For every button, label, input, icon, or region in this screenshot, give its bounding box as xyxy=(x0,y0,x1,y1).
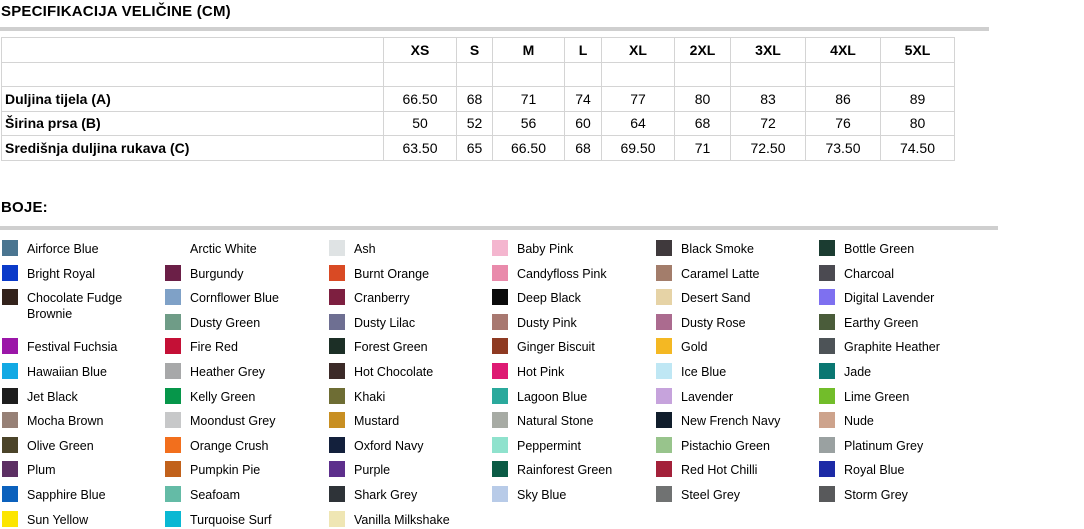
color-name: Dusty Pink xyxy=(517,316,577,330)
color-name: Graphite Heather xyxy=(844,340,940,354)
color-swatch xyxy=(2,412,18,428)
color-swatch xyxy=(165,289,181,305)
color-swatch xyxy=(329,289,345,305)
color-swatch xyxy=(656,388,672,404)
table-cell: 69.50 xyxy=(602,136,675,161)
color-swatch xyxy=(819,486,835,502)
color-swatch xyxy=(329,314,345,330)
color-swatch xyxy=(2,486,18,502)
color-swatch xyxy=(2,363,18,379)
color-swatch xyxy=(656,461,672,477)
size-header-m: M xyxy=(493,38,565,63)
color-swatch xyxy=(329,240,345,256)
table-cell: 72 xyxy=(731,111,806,136)
color-name: Digital Lavender xyxy=(844,291,935,305)
color-name: Lagoon Blue xyxy=(517,390,588,404)
table-cell: 63.50 xyxy=(384,136,457,161)
size-header-s: S xyxy=(457,38,493,63)
color-name: Jet Black xyxy=(27,390,78,404)
table-cell: 77 xyxy=(602,87,675,112)
color-swatch xyxy=(819,412,835,428)
color-name: Red Hot Chilli xyxy=(681,463,758,477)
size-header-2xl: 2XL xyxy=(675,38,731,63)
table-cell: 72.50 xyxy=(731,136,806,161)
color-name: Platinum Grey xyxy=(844,439,924,453)
size-header-5xl: 5XL xyxy=(881,38,955,63)
color-name: Caramel Latte xyxy=(681,267,760,281)
color-name: Airforce Blue xyxy=(27,242,99,256)
color-swatch xyxy=(819,314,835,330)
color-name: Mocha Brown xyxy=(27,414,104,428)
color-name: Pistachio Green xyxy=(681,439,770,453)
table-row xyxy=(2,87,955,112)
size-spec-divider xyxy=(0,27,989,31)
color-swatch xyxy=(819,289,835,305)
color-name: Moondust Grey xyxy=(190,414,276,428)
color-name: Steel Grey xyxy=(681,488,741,502)
color-name: Black Smoke xyxy=(681,242,754,256)
color-name: Hot Chocolate xyxy=(354,365,434,379)
color-name: Seafoam xyxy=(190,488,241,502)
color-swatch xyxy=(2,461,18,477)
table-cell xyxy=(881,62,955,87)
color-swatch xyxy=(492,461,508,477)
size-header-label xyxy=(2,38,384,63)
table-cell: 74.50 xyxy=(881,136,955,161)
color-swatch xyxy=(165,461,181,477)
color-swatch xyxy=(165,412,181,428)
color-name: Cornflower Blue xyxy=(190,291,279,305)
color-swatch xyxy=(656,338,672,354)
color-swatch xyxy=(2,265,18,281)
color-name: Hot Pink xyxy=(517,365,565,379)
color-swatch xyxy=(656,363,672,379)
color-swatch xyxy=(165,511,181,527)
color-swatch xyxy=(329,486,345,502)
color-name: Charcoal xyxy=(844,267,895,281)
color-name: Ginger Biscuit xyxy=(517,340,595,354)
color-swatch xyxy=(329,511,345,527)
color-swatch xyxy=(2,240,18,256)
color-name: Sun Yellow xyxy=(27,513,89,527)
color-name: Heather Grey xyxy=(190,365,266,379)
color-swatch xyxy=(165,486,181,502)
table-cell xyxy=(806,62,881,87)
color-swatch xyxy=(2,388,18,404)
color-swatch xyxy=(492,486,508,502)
color-name: Storm Grey xyxy=(844,488,908,502)
color-name: Earthy Green xyxy=(844,316,919,330)
color-swatch xyxy=(492,240,508,256)
table-cell: 76 xyxy=(806,111,881,136)
color-name: Desert Sand xyxy=(681,291,751,305)
color-swatch xyxy=(819,338,835,354)
color-swatch xyxy=(329,437,345,453)
color-swatch xyxy=(492,289,508,305)
color-name: Gold xyxy=(681,340,708,354)
colors-divider xyxy=(0,226,998,230)
color-name: Purple xyxy=(354,463,391,477)
color-swatch xyxy=(329,363,345,379)
color-name: Peppermint xyxy=(517,439,581,453)
size-header-xl: XL xyxy=(602,38,675,63)
row-label: Središnja duljina rukava (C) xyxy=(2,136,384,161)
color-swatch xyxy=(329,412,345,428)
table-cell: 68 xyxy=(675,111,731,136)
table-cell: 86 xyxy=(806,87,881,112)
table-cell: 60 xyxy=(565,111,602,136)
table-cell xyxy=(675,62,731,87)
color-name: Natural Stone xyxy=(517,414,594,428)
table-cell xyxy=(565,62,602,87)
table-cell: 71 xyxy=(675,136,731,161)
color-name: Kelly Green xyxy=(190,390,256,404)
color-swatch xyxy=(492,338,508,354)
color-name: Rainforest Green xyxy=(517,463,613,477)
color-swatch xyxy=(656,265,672,281)
table-cell: 52 xyxy=(457,111,493,136)
table-cell: 56 xyxy=(493,111,565,136)
color-swatch xyxy=(492,437,508,453)
color-name: Ash xyxy=(354,242,376,256)
table-cell: 80 xyxy=(881,111,955,136)
color-name: Pumpkin Pie xyxy=(190,463,261,477)
color-swatch xyxy=(656,486,672,502)
size-header-row xyxy=(2,38,955,63)
color-name: Forest Green xyxy=(354,340,428,354)
color-name: Lavender xyxy=(681,390,734,404)
color-name: Jade xyxy=(844,365,872,379)
color-name: Vanilla Milkshake xyxy=(354,513,450,527)
table-cell: 89 xyxy=(881,87,955,112)
color-name: Lime Green xyxy=(844,390,910,404)
row-label: Širina prsa (B) xyxy=(2,111,384,136)
color-name: Shark Grey xyxy=(354,488,418,502)
color-swatch xyxy=(656,240,672,256)
color-swatch xyxy=(2,511,18,527)
color-name: Deep Black xyxy=(517,291,581,305)
color-swatch xyxy=(165,437,181,453)
color-swatch xyxy=(819,388,835,404)
size-spec-title: SPECIFIKACIJA VELIČINE (CM) xyxy=(1,3,231,20)
color-swatch xyxy=(165,265,181,281)
color-name: Bright Royal xyxy=(27,267,96,281)
color-swatch xyxy=(656,412,672,428)
size-header-l: L xyxy=(565,38,602,63)
table-cell: 64 xyxy=(602,111,675,136)
table-cell: 80 xyxy=(675,87,731,112)
color-name: Turquoise Surf xyxy=(190,513,272,527)
color-swatch xyxy=(819,265,835,281)
color-swatch xyxy=(492,388,508,404)
table-cell: 71 xyxy=(493,87,565,112)
table-cell xyxy=(731,62,806,87)
color-swatch xyxy=(819,437,835,453)
color-name: Sky Blue xyxy=(517,488,567,502)
color-swatch xyxy=(329,388,345,404)
row-label xyxy=(2,62,384,87)
table-cell: 68 xyxy=(565,136,602,161)
color-swatch xyxy=(165,338,181,354)
table-cell: 50 xyxy=(384,111,457,136)
color-swatch xyxy=(656,289,672,305)
color-name: Burgundy xyxy=(190,267,244,281)
color-name: Burnt Orange xyxy=(354,267,430,281)
size-table xyxy=(1,37,955,161)
table-cell: 74 xyxy=(565,87,602,112)
table-cell: 83 xyxy=(731,87,806,112)
color-swatch xyxy=(492,265,508,281)
size-header-4xl: 4XL xyxy=(806,38,881,63)
table-cell xyxy=(493,62,565,87)
color-name: Royal Blue xyxy=(844,463,905,477)
color-swatch xyxy=(656,314,672,330)
color-swatch xyxy=(2,437,18,453)
color-name: Cranberry xyxy=(354,291,410,305)
color-swatch xyxy=(492,314,508,330)
color-swatch xyxy=(329,338,345,354)
table-cell: 66.50 xyxy=(493,136,565,161)
color-name: Ice Blue xyxy=(681,365,727,379)
table-cell xyxy=(457,62,493,87)
color-swatch xyxy=(492,412,508,428)
color-name: Fire Red xyxy=(190,340,238,354)
table-cell: 73.50 xyxy=(806,136,881,161)
color-name: Dusty Green xyxy=(190,316,261,330)
color-name: Orange Crush xyxy=(190,439,269,453)
table-cell: 68 xyxy=(457,87,493,112)
color-name: Dusty Rose xyxy=(681,316,746,330)
colors-title: BOJE: xyxy=(1,199,48,216)
table-row xyxy=(2,111,955,136)
color-name: Baby Pink xyxy=(517,242,574,256)
table-row xyxy=(2,62,955,87)
color-name: Bottle Green xyxy=(844,242,915,256)
color-name: New French Navy xyxy=(681,414,781,428)
color-name: Festival Fuchsia xyxy=(27,340,118,354)
table-cell xyxy=(602,62,675,87)
color-swatch xyxy=(819,240,835,256)
color-swatch xyxy=(2,289,18,305)
color-swatch xyxy=(656,437,672,453)
size-header-xs: XS xyxy=(384,38,457,63)
color-name: Hawaiian Blue xyxy=(27,365,107,379)
table-cell: 66.50 xyxy=(384,87,457,112)
color-name: Candyfloss Pink xyxy=(517,267,607,281)
color-name: Olive Green xyxy=(27,439,94,453)
color-name: Nude xyxy=(844,414,874,428)
row-label: Duljina tijela (A) xyxy=(2,87,384,112)
color-swatch xyxy=(492,363,508,379)
color-swatch xyxy=(329,461,345,477)
color-name: Plum xyxy=(27,463,56,477)
color-name: Khaki xyxy=(354,390,386,404)
table-cell xyxy=(384,62,457,87)
color-name: Mustard xyxy=(354,414,400,428)
table-row xyxy=(2,136,955,161)
color-swatch xyxy=(819,363,835,379)
color-swatch xyxy=(329,265,345,281)
color-name: Oxford Navy xyxy=(354,439,424,453)
size-header-3xl: 3XL xyxy=(731,38,806,63)
color-swatch xyxy=(2,338,18,354)
table-cell: 65 xyxy=(457,136,493,161)
color-name: Sapphire Blue xyxy=(27,488,106,502)
color-swatch xyxy=(165,363,181,379)
color-name: Dusty Lilac xyxy=(354,316,416,330)
color-swatch xyxy=(165,388,181,404)
color-swatch xyxy=(165,240,181,256)
color-name: Arctic White xyxy=(190,242,257,256)
color-swatch xyxy=(819,461,835,477)
color-swatch xyxy=(165,314,181,330)
color-name: Chocolate Fudge Brownie xyxy=(27,291,123,321)
